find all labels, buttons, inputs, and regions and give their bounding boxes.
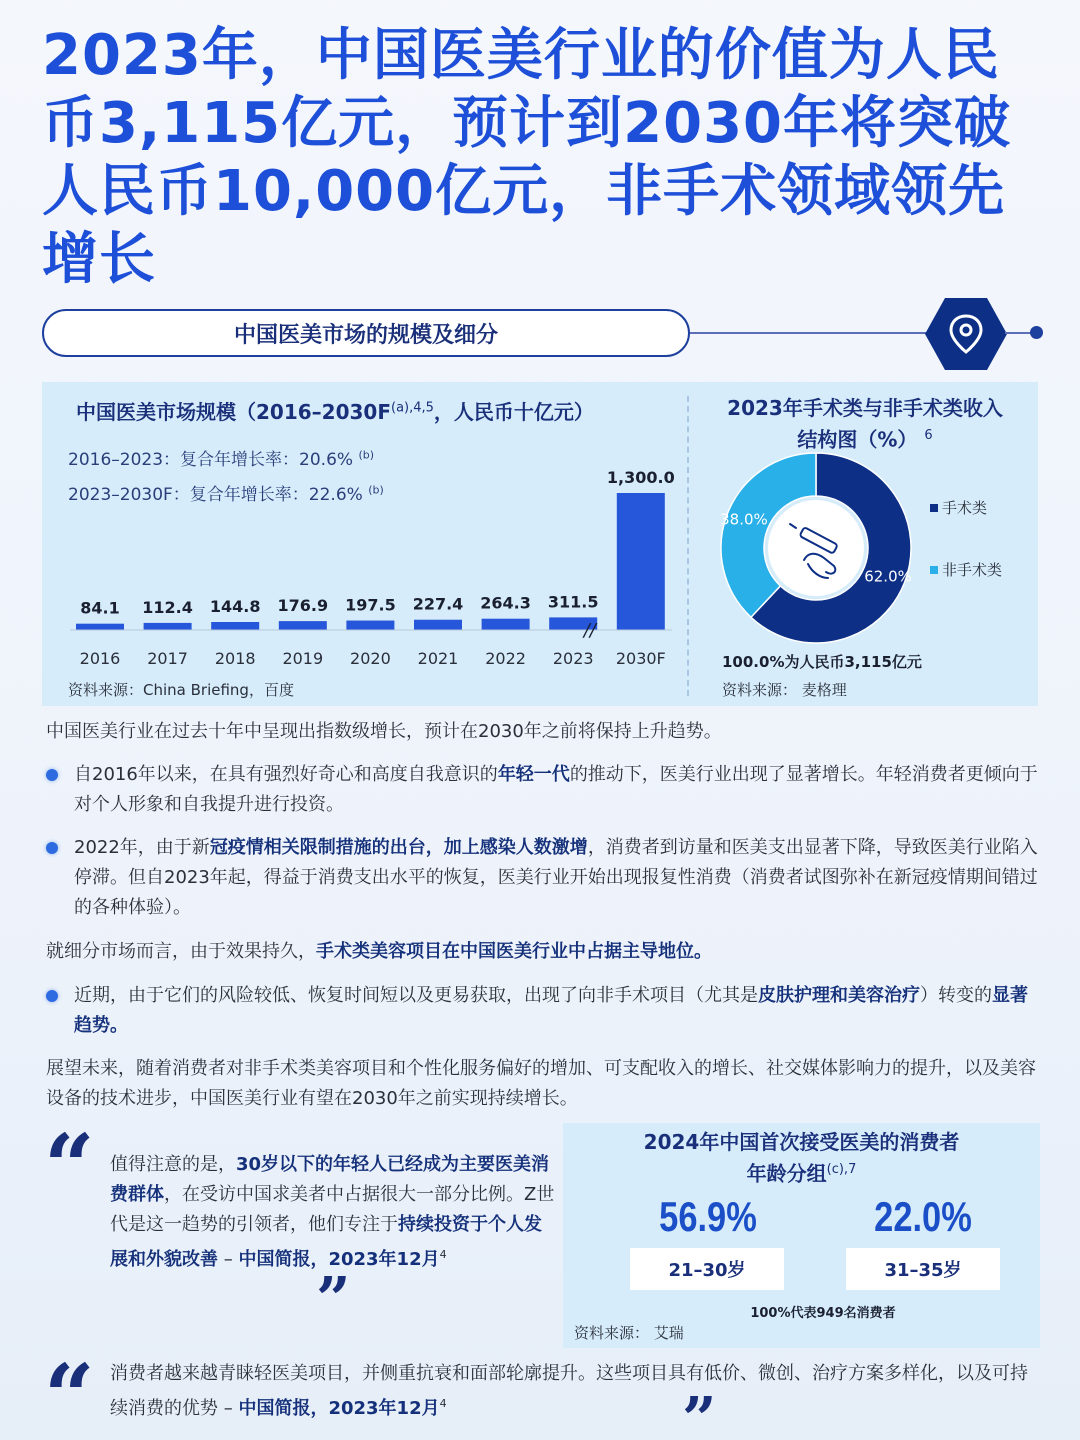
revenue-pie-chart [716, 448, 916, 648]
market-chart-title: 中国医美市场规模（$2016-2030F^{(a),4,5}$，人民币十亿元） [76, 400, 594, 424]
open-quote-icon: “ [44, 1114, 95, 1218]
section-label: 中国医美市场的规模及细分 [233, 322, 498, 348]
syringe-hand-icon [768, 500, 864, 596]
bullet-nonsurgical-trend: 近期，由于它们的风险较低、恢复时间短以及更易获取，出现了向非手术项目（尤其是皮肤护理和美容治疗）转变的显著趋势。 [46, 981, 1040, 1041]
section-divider-dot [1030, 326, 1043, 339]
x-tick-label: 2021 [417, 649, 459, 668]
bar-value-label: 112.4 [142, 597, 193, 617]
cagr-2023-2030: 2023–2030F：复合年增长率：22.6% $^{(b)}$ [68, 483, 384, 505]
age-label-31-35: 31–35岁 [846, 1248, 1000, 1290]
x-tick-label: 2022 [485, 649, 526, 668]
outlook-paragraph: 展望未来，随着消费者对非手术类美容项目和个性化服务偏好的增加、可支配收入的增长、社交媒体影响力的提升，以及美容设备的技术进步，中国医美行业有望在2030年之前实现持续增长。 [46, 1058, 1036, 1109]
pie-label-nonsurgical: 38.0% [720, 510, 768, 529]
x-tick-label: 2016 [79, 649, 121, 668]
x-tick-label: 2019 [282, 649, 324, 668]
bar-value-label: 1,300.0 [606, 468, 675, 487]
age-pct-31-35: 22.0% [874, 1193, 972, 1240]
bar-value-label: 84.1 [80, 598, 120, 618]
bar-2030F [617, 493, 665, 630]
bar-value-label: 227.4 [412, 594, 464, 614]
bar-value-label: 264.3 [480, 593, 531, 613]
bullet-dot [46, 769, 58, 781]
bar-2016 [76, 624, 124, 630]
bar-value-label: 311.5 [547, 592, 599, 612]
bullet-young-generation: 自2016年以来，在具有强烈好奇心和高度自我意识的年轻一代的推动下，医美行业出现了显著增长。年轻消费者更倾向于对个人形象和自我提升进行投资。 [46, 760, 1040, 820]
axis-break-mark: // [583, 620, 596, 641]
age-pct-21-30: 56.9% [659, 1193, 757, 1240]
x-tick-label: 2017 [147, 649, 188, 668]
legend-swatch-nonsurgical [930, 566, 938, 574]
bullet-dot [46, 990, 58, 1002]
age-group-note: 100%代表949名消费者 [750, 1306, 896, 1321]
bar-2017 [144, 623, 192, 630]
revenue-chart-note: 100.0%为人民币3,115亿元 [722, 653, 922, 671]
legend-surgical: 手术类 [930, 497, 987, 518]
revenue-chart-title: 2023年手术类与非手术类收入 结构图（%） $^6$ [727, 396, 1003, 452]
quote-young-consumers: 值得注意的是，30岁以下的年轻人已经成为主要医美消费群体，在受访中国求美者中占据很大一部分比例。Z世代是这一趋势的引领者，他们专注于持续投资于个人发展和外貌改善 – 中国简报，2023年12月$^4$ [110, 1154, 555, 1270]
bar-value-label: 144.8 [209, 597, 261, 617]
bullet-covid-impact: 2022年，由于新冠疫情相关限制措施的出台，加上感染人数激增，消费者到访量和医美支出显著下降，导致医美行业陷入停滞。但自2023年起，得益于消费支出水平的恢复，医美行业开始出现报复性消费（消费者试图弥补在新冠疫情期间错过的各种体验）。 [46, 833, 1040, 923]
x-tick-label: 2030F [615, 649, 666, 668]
section-divider-line [690, 332, 930, 334]
close-quote-icon: ” [316, 1265, 351, 1335]
legend-nonsurgical: 非手术类 [930, 559, 1002, 580]
age-group-title: 2024年中国首次接受医美的消费者 年龄分组$^{(c),7}$ [643, 1130, 960, 1186]
x-tick-label: 2023 [552, 649, 594, 668]
bar-2020 [346, 621, 394, 630]
panel-divider [687, 396, 689, 696]
market-size-bar-chart [62, 440, 684, 676]
open-quote-icon: “ [44, 1344, 95, 1440]
bar-2022 [482, 619, 530, 630]
page-title: 2023年，中国医美行业的价值为人民币3,115亿元，预计到2030年将突破人民币10,000亿元，非手术领域领先增长 [42, 23, 1011, 292]
age-label-21-30: 21–30岁 [630, 1248, 784, 1290]
revenue-chart-source: 资料来源： 麦格理 [722, 681, 847, 699]
x-tick-label: 2018 [214, 649, 256, 668]
quote-light-aesthetics: 消费者越来越青睐轻医美项目，并侧重抗衰和面部轮廓提升。这些项目具有低价、微创、治疗方案多样化，以及可持续消费的优势 – 中国简报，2023年12月$^4$ [110, 1363, 1028, 1419]
section-divider-line-right [1005, 332, 1033, 334]
market-chart-source: 资料来源：China Briefing，百度 [68, 681, 294, 699]
legend-swatch-surgical [930, 504, 938, 512]
segment-paragraph: 就细分市场而言，由于效果持久，手术类美容项目在中国医美行业中占据主导地位。 [46, 941, 712, 962]
bar-2018 [211, 622, 259, 630]
bullet-dot [46, 842, 58, 854]
bar-2021 [414, 620, 462, 630]
age-chart-source: 资料来源： 艾瑞 [574, 1324, 684, 1342]
x-tick-label: 2020 [350, 649, 391, 668]
bar-value-label: 197.5 [345, 595, 396, 615]
location-pin-icon [924, 296, 1008, 372]
intro-paragraph: 中国医美行业在过去十年中呈现出指数级增长，预计在2030年之前将保持上升趋势。 [46, 721, 722, 742]
section-header [42, 309, 690, 357]
cagr-2016-2023: 2016–2023：复合年增长率：20.6% $^{(b)}$ [68, 448, 375, 470]
close-quote-icon: ” [682, 1385, 717, 1440]
pie-label-surgical: 62.0% [864, 567, 912, 586]
bar-value-label: 176.9 [277, 596, 329, 616]
bar-2019 [279, 621, 327, 630]
